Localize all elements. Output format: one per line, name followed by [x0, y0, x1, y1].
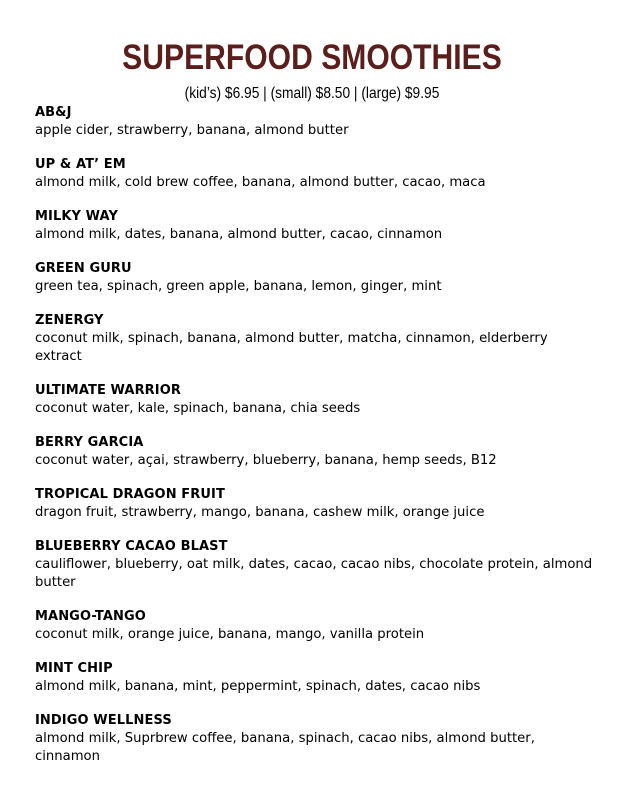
item-ingredients: green tea, spinach, green apple, banana, lemon, ginger, mint — [35, 279, 442, 294]
item-ingredients: apple cider, strawberry, banana, almond butter — [35, 123, 349, 138]
menu-item — [35, 608, 595, 644]
item-ingredients: almond milk, cold brew coffee, banana, almond butter, cacao, maca — [35, 175, 486, 190]
item-ingredients: almond milk, dates, banana, almond butter, cacao, cinnamon — [35, 227, 443, 242]
item-ingredients: coconut milk, spinach, banana, almond butter, matcha, cinnamon, elderberry extract — [35, 331, 548, 364]
item-name: MANGO-TANGO — [35, 609, 146, 624]
price-line: (kid’s) $6.95 | (small) $8.50 | (large) $9.95 — [184, 85, 440, 102]
menu-item — [35, 312, 595, 366]
menu-item — [35, 538, 595, 592]
menu-item — [35, 486, 595, 522]
item-ingredients: coconut water, açai, strawberry, blueberry, banana, hemp seeds, B12 — [35, 453, 497, 468]
smoothie-list — [35, 104, 595, 782]
item-name: ULTIMATE WARRIOR — [35, 383, 181, 398]
page-title: SUPERFOOD SMOOTHIES — [122, 38, 502, 77]
item-name: INDIGO WELLNESS — [35, 713, 172, 728]
item-name: BERRY GARCIA — [35, 435, 144, 450]
menu-item — [35, 382, 595, 418]
item-name: GREEN GURU — [35, 261, 132, 276]
item-name: MILKY WAY — [35, 209, 118, 224]
menu-item — [35, 712, 595, 766]
menu-item — [35, 660, 595, 696]
item-ingredients: coconut milk, orange juice, banana, mango, vanilla protein — [35, 627, 425, 642]
menu-item — [35, 260, 595, 296]
item-ingredients: almond milk, Suprbrew coffee, banana, spinach, cacao nibs, almond butter, cinnamon — [35, 731, 535, 764]
item-ingredients: almond milk, banana, mint, peppermint, spinach, dates, cacao nibs — [35, 679, 481, 694]
menu-item — [35, 434, 595, 470]
item-name: ZENERGY — [35, 313, 104, 328]
item-name: TROPICAL DRAGON FRUIT — [35, 487, 225, 502]
item-ingredients: coconut water, kale, spinach, banana, chia seeds — [35, 401, 361, 416]
item-name: AB&J — [35, 105, 72, 120]
menu-item — [35, 208, 595, 244]
item-name: UP & AT’ EM — [35, 157, 126, 172]
item-name: BLUEBERRY CACAO BLAST — [35, 539, 228, 554]
item-ingredients: dragon fruit, strawberry, mango, banana, cashew milk, orange juice — [35, 505, 485, 520]
menu-item — [35, 104, 595, 140]
item-name: MINT CHIP — [35, 661, 113, 676]
item-ingredients: cauliflower, blueberry, oat milk, dates, cacao, cacao nibs, chocolate protein, almond butter — [35, 557, 593, 590]
menu-item — [35, 156, 595, 192]
